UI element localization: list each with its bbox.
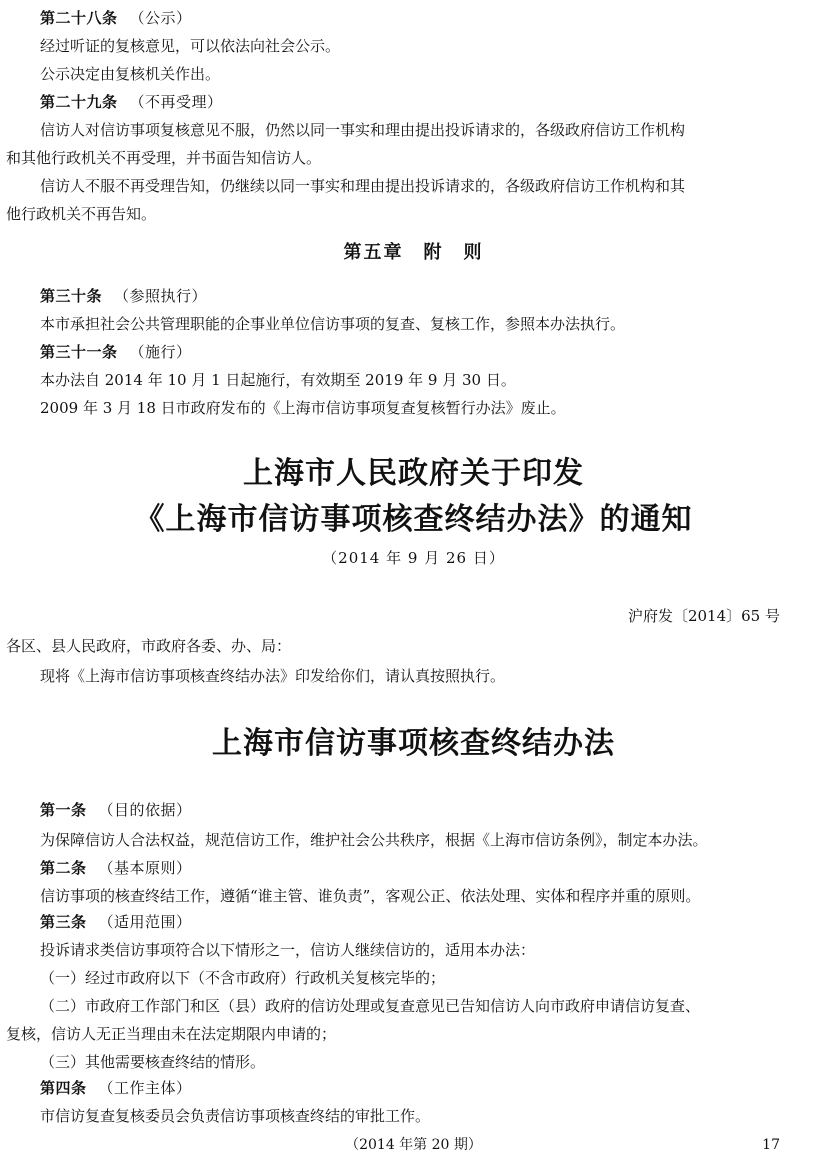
paragraph: 信访人对信访事项复核意见不服，仍然以同一事实和理由提出投诉请求的，各级政府信访工作机构 — [40, 121, 686, 139]
article-heading — [0, 910, 827, 934]
paragraph: 信访事项的核查终结工作，遵循“谁主管、谁负责”，客观公正、依法处理、实体和程序并重的原则。 — [40, 887, 701, 905]
article-heading — [0, 1076, 827, 1100]
list-item: （三）其他需要核查终结的情形。 — [40, 1053, 266, 1071]
article-topic: （参照执行） — [114, 287, 208, 305]
paragraph: 公示决定由复核机关作出。 — [40, 65, 221, 83]
list-item: （二）市政府工作部门和区（县）政府的信访处理或复查意见已告知信访人向市政府申请信访复查、 — [40, 997, 701, 1015]
list-item-continuation: 复核，信访人无正当理由未在法定期限内申请的； — [6, 1025, 337, 1043]
paragraph-continuation: 和其他行政机关不再受理，并书面告知信访人。 — [6, 149, 322, 167]
article-heading — [0, 284, 827, 308]
notice-title-line-1: 上海市人民政府关于印发 — [243, 456, 584, 491]
article-topic: （适用范围） — [98, 913, 192, 931]
list-item: （一）经过市政府以下（不含市政府）行政机关复核完毕的； — [40, 969, 446, 987]
article-heading — [0, 340, 827, 364]
article-number: 第三条 — [40, 913, 87, 931]
addressee: 各区、县人民政府，市政府各委、办、局： — [6, 637, 292, 655]
paragraph: 本市承担社会公共管理职能的企事业单位信访事项的复查、复核工作，参照本办法执行。 — [40, 315, 626, 333]
article-heading — [0, 856, 827, 880]
document-number: 沪府发〔2014〕65 号 — [627, 607, 780, 625]
article-topic: （基本原则） — [98, 859, 192, 877]
measures-title: 上海市信访事项核查终结办法 — [212, 726, 615, 761]
article-heading — [0, 798, 827, 822]
notice-body: 现将《上海市信访事项核查终结办法》印发给你们，请认真按照执行。 — [40, 667, 506, 685]
article-number: 第三十条 — [40, 287, 103, 305]
chapter-heading: 第五章 附 则 — [343, 242, 484, 263]
notice-title-line-2: 《上海市信访事项核查终结办法》的通知 — [134, 502, 693, 537]
notice-date: （2014 年 9 月 26 日） — [322, 549, 505, 567]
page-number: 17 — [762, 1137, 780, 1153]
article-number: 第一条 — [40, 801, 87, 819]
article-number: 第二条 — [40, 859, 87, 877]
article-number: 第二十八条 — [40, 9, 118, 27]
article-heading — [0, 90, 827, 114]
article-topic: （目的依据） — [98, 801, 192, 819]
paragraph: 投诉请求类信访事项符合以下情形之一，信访人继续信访的，适用本办法： — [40, 941, 536, 959]
article-number: 第二十九条 — [40, 93, 118, 111]
article-number: 第四条 — [40, 1079, 87, 1097]
article-topic: （不再受理） — [129, 93, 223, 111]
article-topic: （施行） — [129, 343, 192, 361]
paragraph: 经过听证的复核意见，可以依法向社会公示。 — [40, 37, 341, 55]
paragraph: 市信访复查复核委员会负责信访事项核查终结的审批工作。 — [40, 1107, 431, 1125]
paragraph: 为保障信访人合法权益，规范信访工作，维护社会公共秩序，根据《上海市信访条例》，制定本办法。 — [40, 831, 708, 849]
paragraph: 信访人不服不再受理告知，仍继续以同一事实和理由提出投诉请求的，各级政府信访工作机构和其 — [40, 177, 686, 195]
paragraph-continuation: 他行政机关不再告知。 — [6, 205, 157, 223]
article-topic: （工作主体） — [98, 1079, 192, 1097]
article-topic: （公示） — [129, 9, 192, 27]
article-heading — [0, 6, 827, 30]
article-number: 第三十一条 — [40, 343, 118, 361]
paragraph: 2009 年 3 月 18 日市政府发布的《上海市信访事项复查复核暂行办法》废止。 — [40, 399, 566, 417]
paragraph: 本办法自 2014 年 10 月 1 日起施行，有效期至 2019 年 9 月 30 日。 — [40, 371, 516, 389]
issue-number: （2014 年第 20 期） — [345, 1137, 482, 1153]
